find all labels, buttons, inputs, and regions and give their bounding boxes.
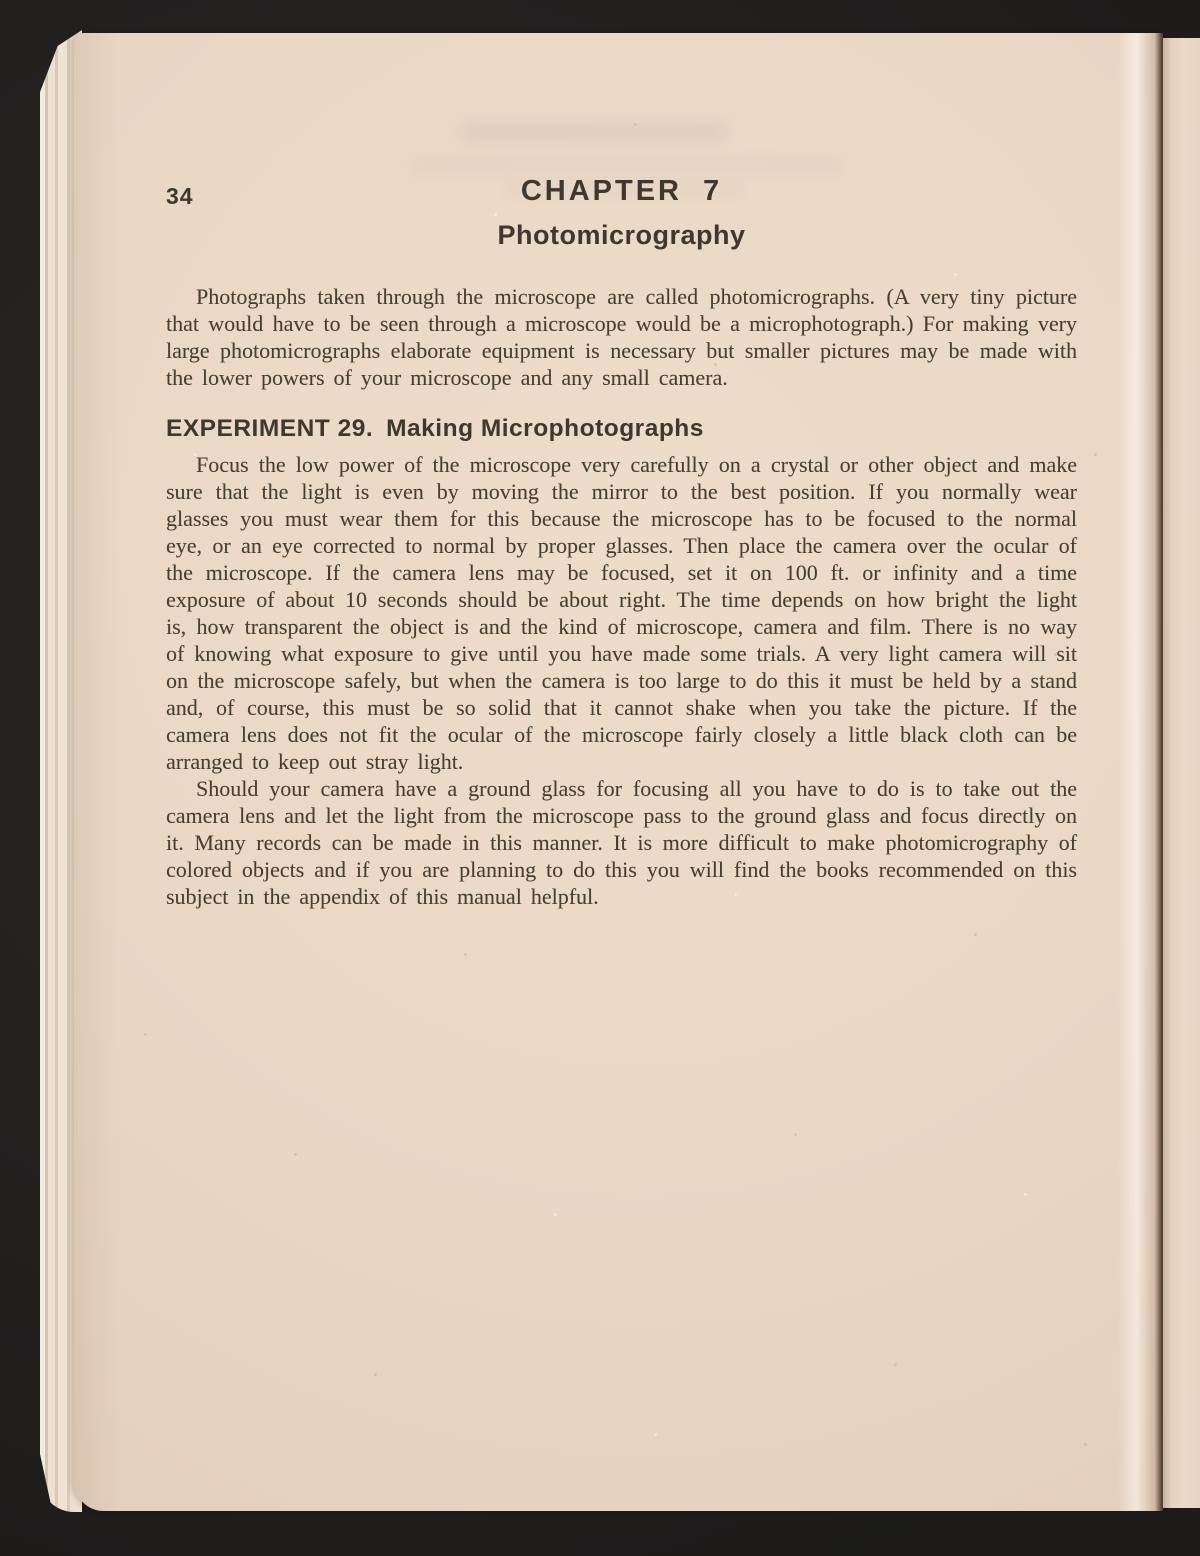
experiment-title: Making Microphotographs bbox=[386, 415, 704, 442]
book-page bbox=[74, 33, 1163, 1511]
chapter-label: CHAPTER 7 bbox=[520, 175, 723, 207]
experiment-heading bbox=[166, 415, 1077, 442]
experiment-paragraph-1: Focus the low power of the microscope very carefully on a crystal or other object and make sure that the light is even by moving the mirror to the best position. If you normally wear glasses you must wear them for this because the microscope has to be focused to the normal eye, or an eye corrected to normal by proper glasses. Then place the camera over the ocular of the microscope. If the camera lens may be focused, set it on 100 ft. or infinity and a time exposure of about 10 seconds should be about right. The time depends on how bright the light is, how transparent the object is and the kind of microscope, camera and film. There is no way of knowing what exposure to give until you have made some trials. A very light camera will sit on the microscope safely, but when the camera is too large to do this it must be held by a stand and, of course, this must be so solid that it cannot shake when you take the picture. If the camera lens does not fit the ocular of the microscope fairly closely a little black cloth can be arranged to keep out stray light. bbox=[166, 452, 1077, 774]
page-content bbox=[74, 33, 1163, 910]
chapter-title: Photomicrography bbox=[497, 220, 746, 250]
intro-paragraph: Photographs taken through the microscope are called photomicrographs. (A very tiny picture that would have to be seen through a microscope would be a microphotograph.) For making very large photomicrographs elaborate equipment is necessary but smaller pictures may be made with the lower powers of your microscope and any small camera. bbox=[166, 284, 1077, 390]
facing-page-edge bbox=[1163, 38, 1200, 1508]
experiment-number-label: EXPERIMENT 29. bbox=[166, 415, 374, 442]
page-number: 34 bbox=[166, 183, 194, 209]
experiment-paragraph-2: Should your camera have a ground glass for focusing all you have to do is to take out the camera lens and let the light from the microscope pass to the ground glass and focus directly on it. Many records can be made in this manner. It is more difficult to make photomicrography of colored objects and if you are planning to do this you will find the books recommended on this subject in the appendix of this manual helpful. bbox=[166, 776, 1077, 909]
chapter-header bbox=[166, 175, 1077, 250]
